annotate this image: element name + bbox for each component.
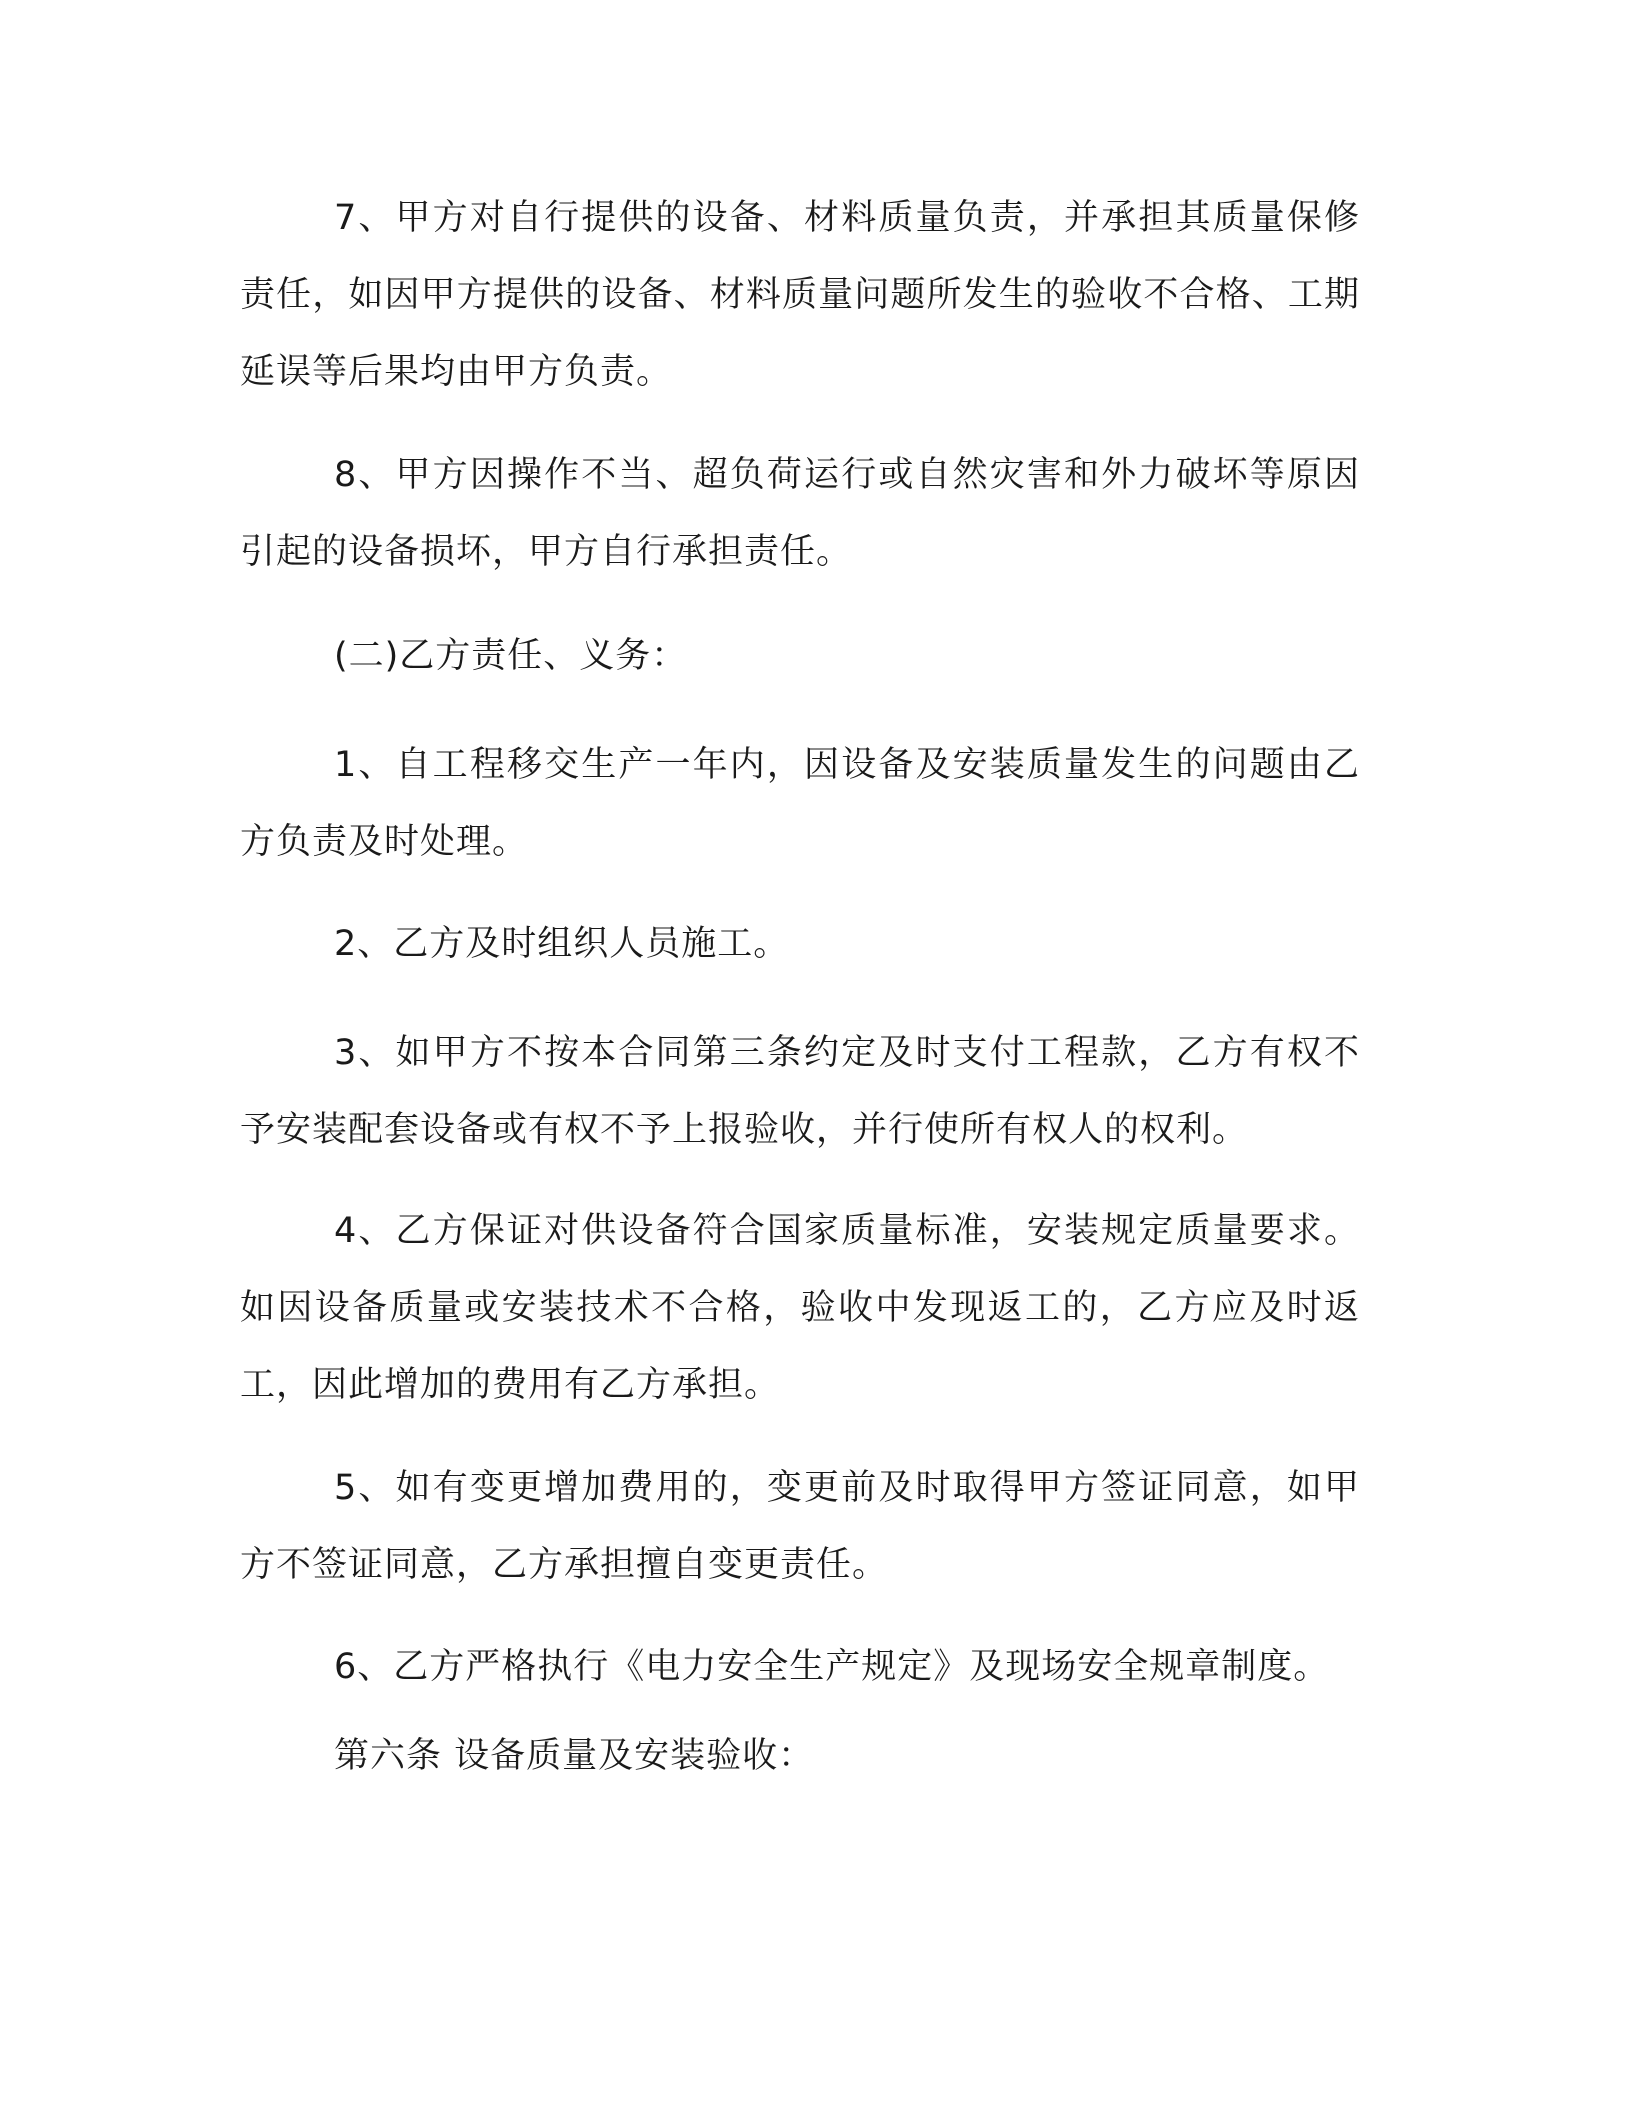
paragraph-party-b-item-2: 2、乙方及时组织人员施工。 (334, 924, 790, 964)
article-6-heading: 第六条 设备质量及安装验收： (334, 1736, 815, 1776)
paragraph-party-b-item-3: 3、如甲方不按本合同第三条约定及时支付工程款，乙方有权不予安装配套设备或有权不予上报验收，并行使所有权人的权利。 (240, 1033, 1360, 1150)
paragraph-clause-8: 8、甲方因操作不当、超负荷运行或自然灾害和外力破坏等原因引起的设备损坏，甲方自行承担责任。 (240, 455, 1360, 572)
section-heading-party-b: (二)乙方责任、义务： (334, 636, 688, 676)
paragraph-party-b-item-5: 5、如有变更增加费用的，变更前及时取得甲方签证同意，如甲方不签证同意，乙方承担擅自变更责任。 (240, 1468, 1360, 1585)
paragraph-party-b-item-1: 1、自工程移交生产一年内，因设备及安装质量发生的问题由乙方负责及时处理。 (240, 745, 1360, 862)
paragraph-party-b-item-4: 4、乙方保证对供设备符合国家质量标准，安装规定质量要求。如因设备质量或安装技术不合格，验收中发现返工的，乙方应及时返工，因此增加的费用有乙方承担。 (240, 1211, 1360, 1405)
paragraph-party-b-item-6: 6、乙方严格执行《电力安全生产规定》及现场安全规章制度。 (334, 1647, 1330, 1687)
paragraph-clause-7: 7、甲方对自行提供的设备、材料质量负责，并承担其质量保修责任，如因甲方提供的设备、材料质量问题所发生的验收不合格、工期延误等后果均由甲方负责。 (240, 198, 1360, 392)
